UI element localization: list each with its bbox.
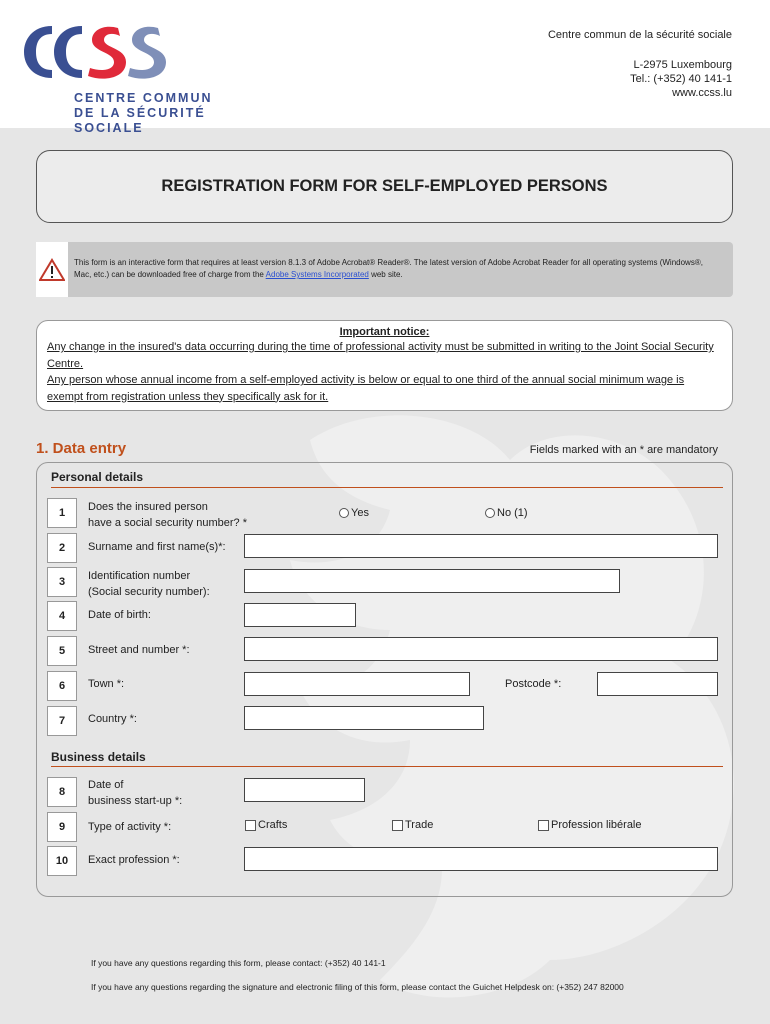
notice-line-2: Any person whose annual income from a self-employed activity is below or equal to one third of the annual social minimum wage is exempt from registration unless they specifically ask for it. <box>47 374 685 403</box>
logo-line-1: CENTRE COMMUN <box>74 91 213 105</box>
radio-icon[interactable] <box>485 508 495 518</box>
contact-block <box>548 28 732 100</box>
name-input[interactable] <box>244 534 718 558</box>
row-number: 2 <box>47 533 77 563</box>
personal-details-divider <box>51 487 723 488</box>
mandatory-note: Fields marked with an * are mandatory <box>529 444 718 456</box>
warning-triangle-icon <box>39 258 65 282</box>
id-number-label: Identification number <box>88 570 191 582</box>
liberal-profession-checkbox[interactable]: Profession libérale <box>538 819 642 831</box>
form-title-box <box>36 150 733 223</box>
name-label: Surname and first name(s)*: <box>88 541 226 553</box>
notice-line-1: Any change in the insured's data occurring during the time of professional activity must be submitted in writing to the Joint Social Security Centre. <box>47 341 714 370</box>
row-number: 9 <box>47 812 77 842</box>
street-label: Street and number *: <box>88 644 190 656</box>
row-number: 4 <box>47 601 77 631</box>
start-date-label: Date of <box>88 779 124 791</box>
country-label: Country *: <box>88 713 137 725</box>
business-details-divider <box>51 766 723 767</box>
data-entry-form: Personal details 1 Does the insured person have a social security number? * Yes No (1) 2 Surname and first name(s)*: 3 Identification number (Social security number): 4 Date of birth: 5 Street and number *: 6 Town *: Postcode *: 7 Country *: Business details 8 Date of business start-up *: 9 Type of activity *: Crafts Trade Profession libérale 10 Exact profession *: <box>36 462 733 897</box>
checkbox-icon[interactable] <box>392 820 403 831</box>
ccss-logo-mark <box>18 20 178 84</box>
row-number: 5 <box>47 636 77 666</box>
crafts-checkbox[interactable]: Crafts <box>245 819 287 831</box>
ssn-question-label: Does the insured person <box>88 501 208 513</box>
row-number: 8 <box>47 777 77 807</box>
warning-text: This form is an interactive form that requires at least version 8.1.3 of Adobe Acrobat® Reader®. The latest version of Adobe Acrobat Reader for all operating systems (Windows®, Mac, etc.) can be downloaded free of charge from the Adobe Systems Incorporated web site. <box>74 258 703 279</box>
personal-details-heading: Personal details <box>51 470 144 484</box>
logo-line-2: DE LA SÉCURITÉ SOCIALE <box>74 106 206 135</box>
profession-input[interactable] <box>244 847 718 871</box>
ssn-input[interactable] <box>244 569 620 593</box>
telephone: Tel.: (+352) 40 141-1 <box>630 73 732 85</box>
business-details-heading: Business details <box>51 750 146 764</box>
important-notice <box>36 320 733 411</box>
ssn-yes-radio[interactable]: Yes <box>339 507 369 519</box>
checkbox-icon[interactable] <box>245 820 256 831</box>
radio-icon[interactable] <box>339 508 349 518</box>
town-label: Town *: <box>88 678 125 690</box>
row-number: 10 <box>47 846 77 876</box>
footer-contact: If you have any questions regarding this form, please contact: (+352) 40 141-1 <box>91 958 386 968</box>
row-number: 6 <box>47 671 77 701</box>
row-number: 3 <box>47 567 77 597</box>
postcode-label: Postcode *: <box>505 678 562 690</box>
website[interactable]: www.ccss.lu <box>672 87 732 99</box>
town-input[interactable] <box>244 672 470 696</box>
acrobat-warning <box>36 242 733 297</box>
ssn-no-radio[interactable]: No (1) <box>485 507 528 519</box>
address: L-2975 Luxembourg <box>633 59 732 71</box>
row-number: 7 <box>47 706 77 736</box>
postcode-input[interactable] <box>597 672 718 696</box>
activity-type-label: Type of activity *: <box>88 821 172 833</box>
dob-label: Date of birth: <box>88 609 151 621</box>
notice-title: Important notice: <box>339 326 430 338</box>
form-title: REGISTRATION FORM FOR SELF-EMPLOYED PERSONS <box>161 177 608 195</box>
start-date-input[interactable] <box>244 778 365 802</box>
dob-input[interactable] <box>244 603 356 627</box>
country-input[interactable] <box>244 706 484 730</box>
street-input[interactable] <box>244 637 718 661</box>
page-header <box>0 0 770 135</box>
checkbox-icon[interactable] <box>538 820 549 831</box>
trade-checkbox[interactable]: Trade <box>392 819 433 831</box>
profession-label: Exact profession *: <box>88 854 180 866</box>
adobe-link[interactable]: Adobe Systems Incorporated <box>265 270 369 279</box>
org-name: Centre commun de la sécurité sociale <box>547 29 732 41</box>
section-title: 1. Data entry <box>36 440 127 457</box>
footer-helpdesk: If you have any questions regarding the signature and electronic filing of this form, please contact the Guichet Helpdesk on: (+352) 247 82000 <box>91 982 624 992</box>
row-number: 1 <box>47 498 77 528</box>
ccss-logo <box>18 18 278 135</box>
